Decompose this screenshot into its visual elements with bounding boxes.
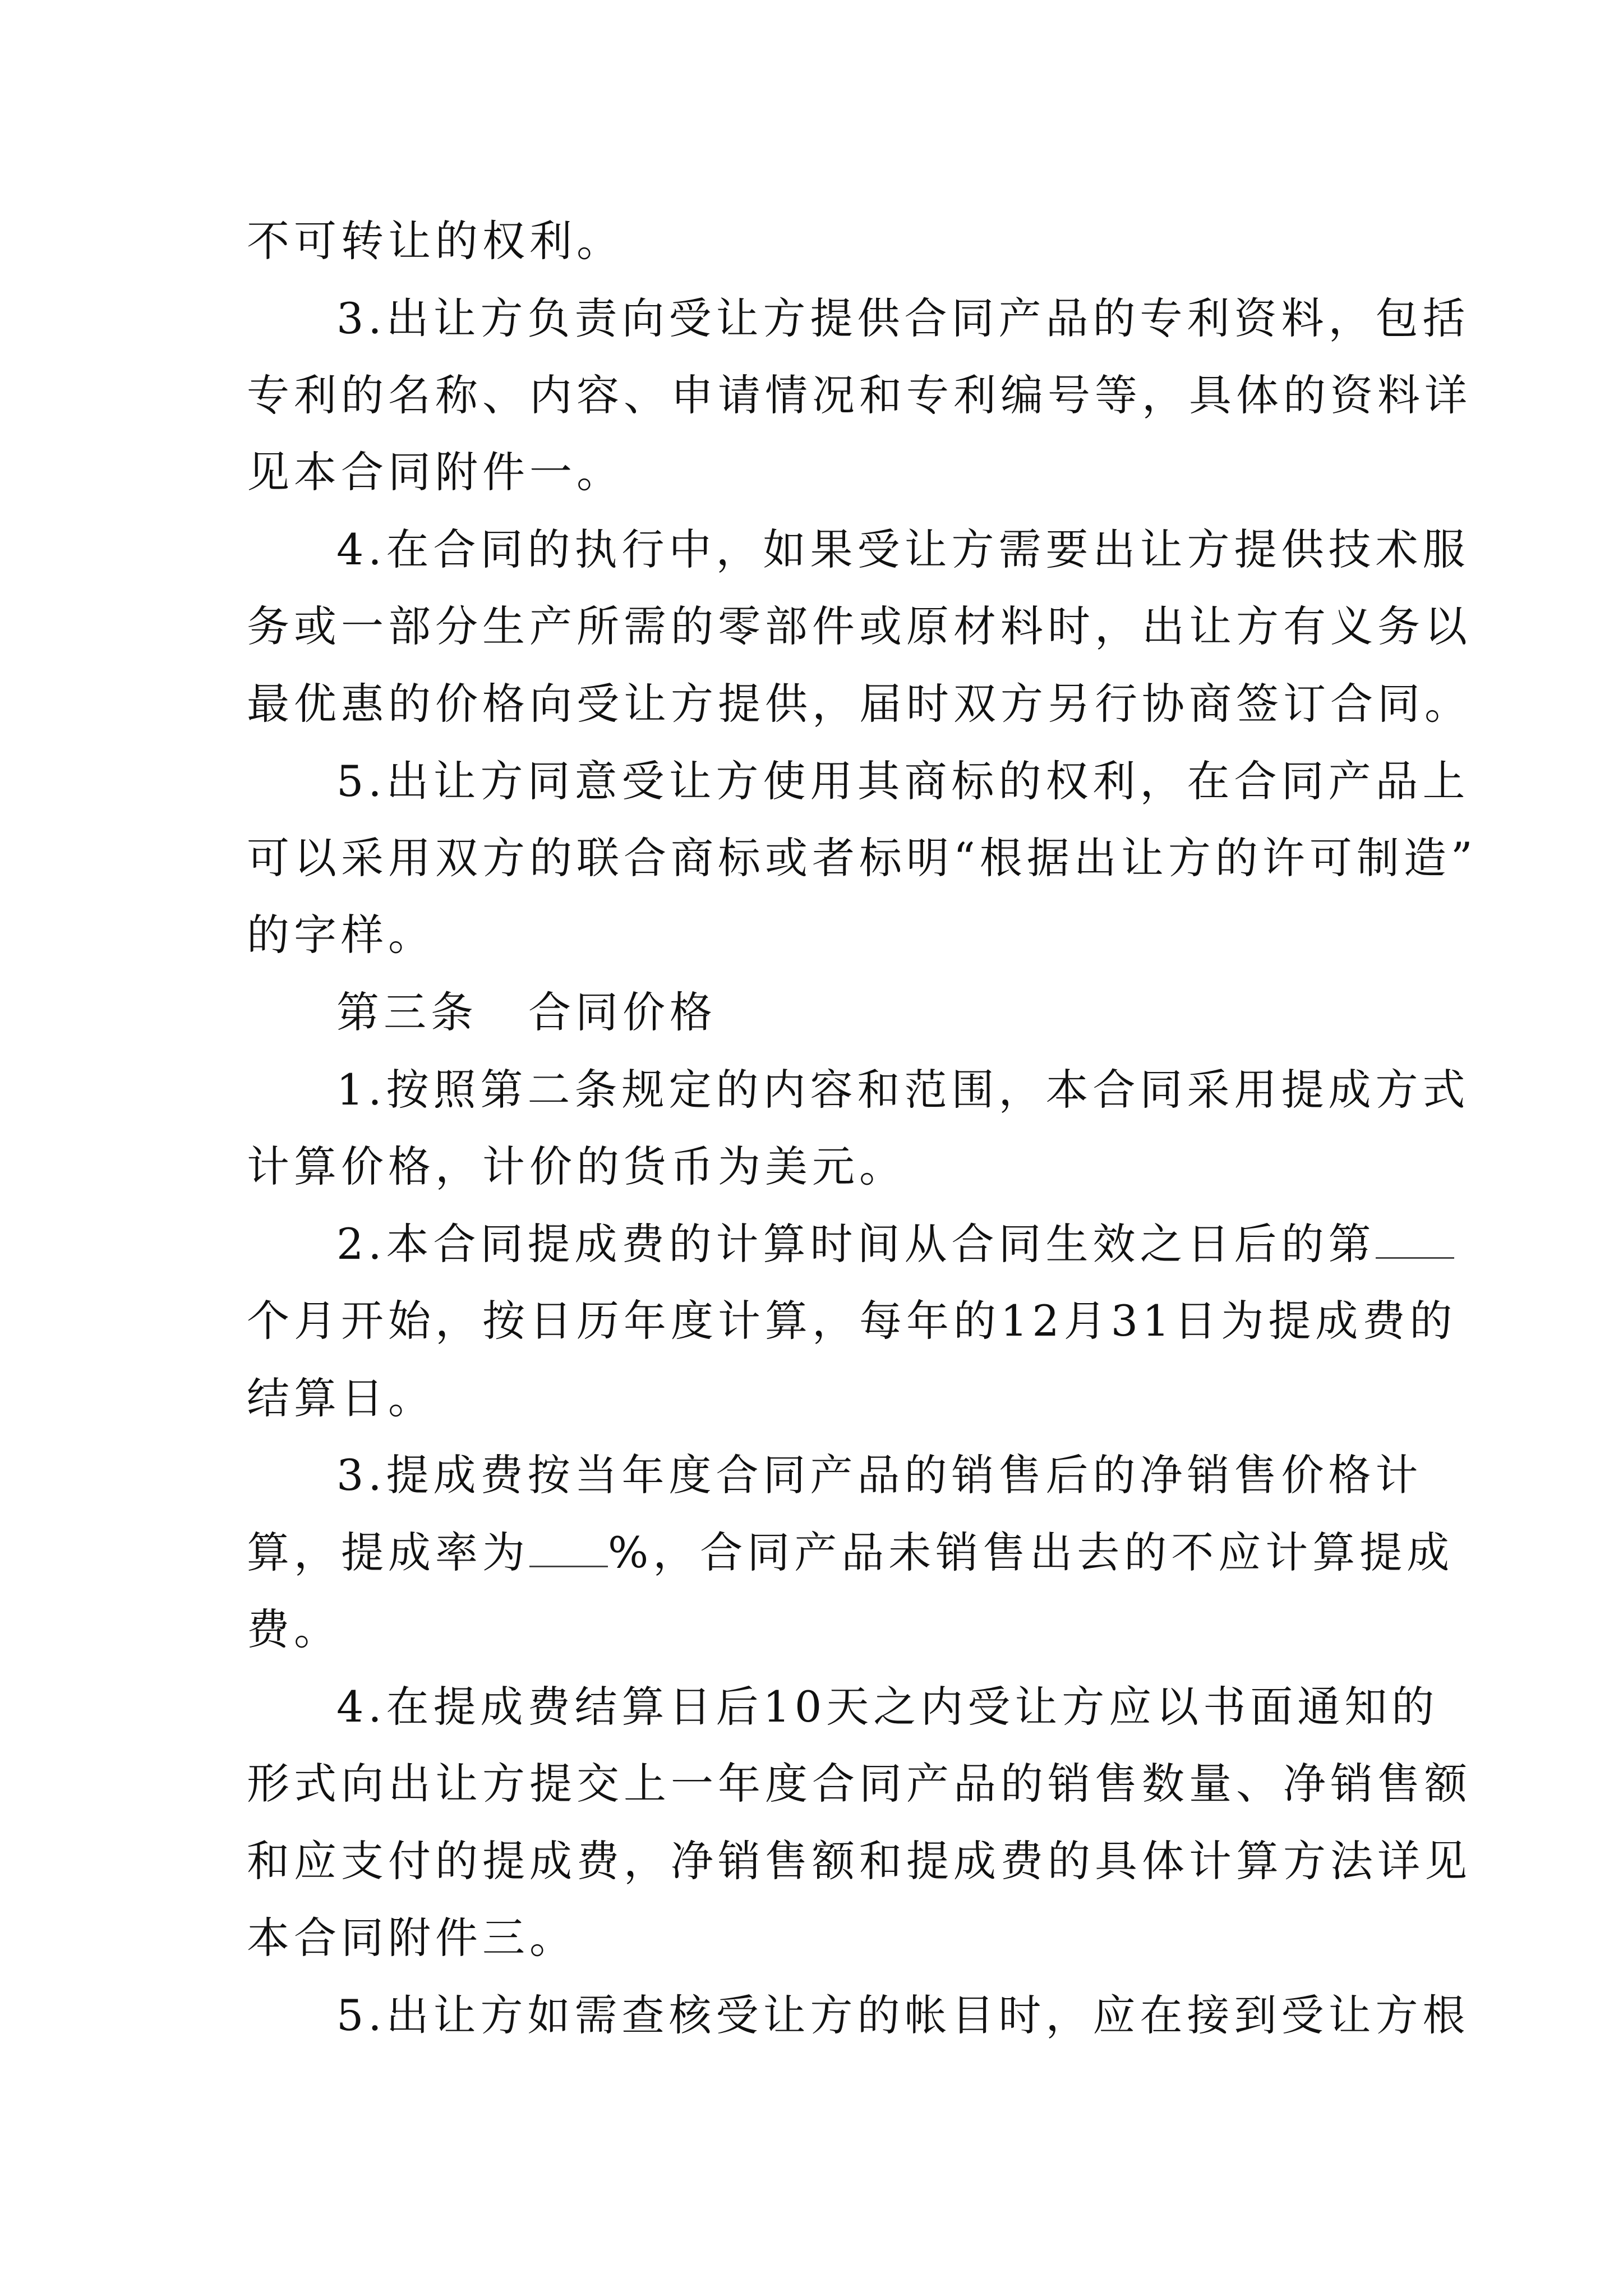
text-segment: 算，提成率为 xyxy=(247,1527,529,1577)
text-line xyxy=(336,1216,1374,1272)
text-line: 务或一部分生产所需的零部件或原材料时，出让方有义务以 xyxy=(247,601,1472,651)
text-line: 不可转让的权利。 xyxy=(247,216,624,266)
text-segment: %，合同产品未销售出去的不应计算提成 xyxy=(608,1527,1454,1577)
text-line: 5.出让方同意受让方使用其商标的权利，在合同产品上 xyxy=(336,756,1470,806)
text-line: 4.在合同的执行中，如果受让方需要出让方提供技术服 xyxy=(336,524,1470,574)
text-line: 形式向出让方提交上一年度合同产品的销售数量、净销售额 xyxy=(247,1759,1472,1809)
text-line: 的字样。 xyxy=(247,910,435,960)
text-line: 计算价格，计价的货币为美元。 xyxy=(247,1142,906,1191)
text-line: 3.提成费按当年度合同产品的销售后的净销售价格计 xyxy=(336,1450,1423,1500)
text-line: 4.在提成费结算日后10天之内受让方应以书面通知的 xyxy=(336,1682,1439,1732)
fill-in-blank xyxy=(529,1527,608,1567)
text-line xyxy=(247,1525,1454,1581)
text-line: 可以采用双方的联合商标或者标明“根据出让方的许可制造” xyxy=(247,833,1477,883)
text-line: 本合同附件三。 xyxy=(247,1913,577,1963)
section-title: 合同价格 xyxy=(528,987,717,1037)
section-heading xyxy=(336,984,1374,1041)
text-line: 和应支付的提成费，净销售额和提成费的具体计算方法详见 xyxy=(247,1836,1472,1886)
text-line: 3.出让方负责向受让方提供合同产品的专利资料，包括 xyxy=(336,293,1470,343)
text-line: 结算日。 xyxy=(247,1373,435,1423)
text-line: 1.按照第二条规定的内容和范围，本合同采用提成方式 xyxy=(336,1065,1470,1115)
text-line: 见本合同附件一。 xyxy=(247,447,624,497)
section-number: 第三条 xyxy=(336,987,478,1037)
text-segment: 2.本合同提成费的计算时间从合同生效之日后的第 xyxy=(336,1219,1376,1269)
fill-in-blank xyxy=(1376,1219,1454,1259)
text-line: 5.出让方如需查核受让方的帐目时，应在接到受让方根 xyxy=(336,1990,1470,2040)
text-line: 费。 xyxy=(247,1604,341,1654)
text-line: 最优惠的价格向受让方提供，届时双方另行协商签订合同。 xyxy=(247,679,1472,729)
text-line: 个月开始，按日历年度计算，每年的12月31日为提成费的 xyxy=(247,1296,1457,1346)
text-line: 专利的名称、内容、申请情况和专利编号等，具体的资料详 xyxy=(247,370,1472,420)
